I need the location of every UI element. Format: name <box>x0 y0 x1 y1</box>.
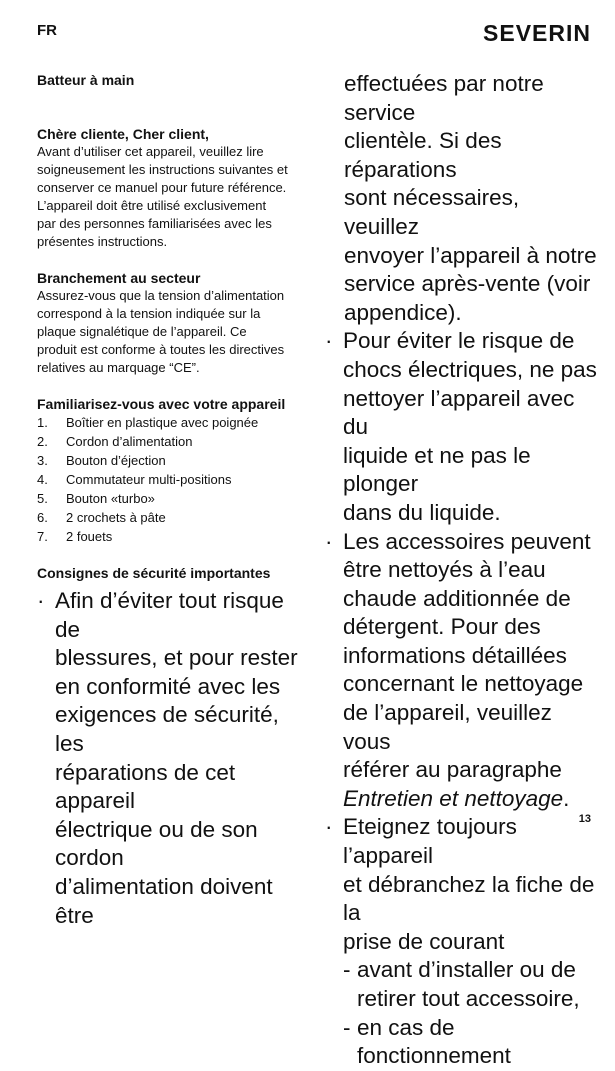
text-line: d’alimentation doivent être <box>55 873 273 928</box>
mains-line: relatives au marquage “CE”. <box>37 360 200 375</box>
text-line: être nettoyés à l’eau <box>343 557 546 583</box>
intro-line: conserver ce manuel pour future référence. <box>37 180 287 195</box>
item-number: 4. <box>37 472 48 487</box>
list-item <box>37 489 307 508</box>
text-line: en conformité avec les <box>55 673 281 699</box>
text-line: Pour éviter le risque de <box>343 328 575 354</box>
text-line: réparations de cet appareil <box>55 759 236 814</box>
safety-bullet-electric-shock <box>325 327 597 527</box>
safety-bullet-unplug <box>325 813 597 1070</box>
right-column <box>325 70 597 1071</box>
list-item <box>37 527 307 546</box>
mains-heading: Branchement au secteur <box>37 270 201 286</box>
text-line: et débranchez la fiche de la <box>343 871 595 926</box>
text-line: sont nécessaires, veuillez <box>344 185 520 239</box>
intro-line: Avant d’utiliser cet appareil, veuillez lire <box>37 144 264 159</box>
item-text: Bouton d’éjection <box>66 453 166 468</box>
text-line: blessures, et pour rester <box>55 645 298 671</box>
item-text: Bouton «turbo» <box>66 491 155 506</box>
intro-heading: Chère cliente, Cher client, <box>37 126 209 142</box>
safety-heading: Consignes de sécurité importantes <box>37 565 271 581</box>
text-line: en cas de fonctionnement <box>357 1014 511 1069</box>
intro-line: L’appareil doit être utilisé exclusivement <box>37 198 267 213</box>
sub-item-accessory <box>343 956 597 1013</box>
list-item <box>37 432 307 451</box>
mains-line: correspond à la tension indiquée sur la <box>37 306 261 321</box>
text-line: liquide et ne pas le plonger <box>343 442 531 497</box>
text-line: clientèle. Si des réparations <box>344 128 502 182</box>
text-line: dans du liquide. <box>343 499 501 525</box>
text-line: Afin d’éviter tout risque de <box>55 588 284 642</box>
item-text: Cordon d’alimentation <box>66 434 193 449</box>
text-line: électrique ou de son cordon <box>55 816 258 871</box>
safety-bullet-repairs-continued <box>325 70 597 327</box>
list-item <box>37 508 307 527</box>
text-line: détergent. Pour des <box>343 614 541 640</box>
item-number: 3. <box>37 453 48 468</box>
text-line: envoyer l’appareil à notre <box>344 242 597 268</box>
text-line: prise de courant <box>343 928 505 954</box>
intro-line: présentes instructions. <box>37 234 168 249</box>
text-line: de l’appareil, veuillez vous <box>343 700 552 754</box>
features-heading: Familiarisez-vous avec votre appareil <box>37 396 286 412</box>
list-item <box>37 470 307 489</box>
item-number: 1. <box>37 415 48 430</box>
intro-line: par des personnes familiarisées avec les <box>37 216 272 231</box>
features-list <box>37 413 307 546</box>
text-line: Eteignez toujours l’appareil <box>343 814 517 869</box>
brand-logo: SEVERIN <box>483 20 591 46</box>
bullet-dot-icon: · <box>325 814 333 840</box>
page-number: 13 <box>578 813 591 825</box>
item-number: 5. <box>37 491 48 506</box>
text-line <box>343 785 597 814</box>
item-text: Boîtier en plastique avec poignée <box>66 415 259 430</box>
list-item <box>37 413 307 432</box>
punctuation: . <box>563 785 570 811</box>
text-line: chaude additionnée de <box>343 585 571 611</box>
bullet-dot-icon: · <box>325 328 333 354</box>
text-line: exigences de sécurité, les <box>55 702 279 756</box>
item-number: 2. <box>37 434 48 449</box>
item-text: 2 fouets <box>66 529 113 544</box>
bullet-dot-icon: · <box>325 528 333 554</box>
intro-line: soigneusement les instructions suivantes et <box>37 162 288 177</box>
mains-line: produit est conforme à toutes les directives <box>37 342 285 357</box>
text-line: service après-vente (voir <box>344 271 591 297</box>
text-line: appendice). <box>344 299 462 325</box>
safety-bullet-repairs <box>37 587 307 930</box>
text-line: référer au paragraphe <box>343 757 562 783</box>
mains-paragraph <box>37 287 307 377</box>
mains-line: plaque signalétique de l’appareil. Ce <box>37 324 247 339</box>
dash-marker: - <box>343 957 351 983</box>
mains-line: Assurez-vous que la tension d’alimentation <box>37 288 285 303</box>
text-line: retirer tout accessoire, <box>357 986 580 1011</box>
section-reference: Entretien et nettoyage <box>343 785 564 811</box>
text-line: nettoyer l’appareil avec du <box>343 385 575 440</box>
text-line: chocs électriques, ne pas <box>343 356 597 382</box>
item-text: Commutateur multi-positions <box>66 472 232 487</box>
dash-marker: - <box>343 1014 351 1040</box>
text-line: concernant le nettoyage <box>343 671 584 697</box>
safety-bullet-accessories <box>325 528 597 814</box>
language-code: FR <box>37 22 57 39</box>
left-column <box>37 71 307 930</box>
item-text: 2 crochets à pâte <box>66 510 166 525</box>
text-line: effectuées par notre service <box>344 71 544 125</box>
text-line: informations détaillées <box>343 642 567 668</box>
document-title: Batteur à main <box>37 72 135 88</box>
text-line: avant d’installer ou de <box>357 957 576 983</box>
list-item <box>37 451 307 470</box>
text-line: Les accessoires peuvent <box>343 528 591 554</box>
bullet-dot-icon: · <box>37 588 45 613</box>
item-number: 6. <box>37 510 48 525</box>
item-number: 7. <box>37 529 48 544</box>
intro-paragraph <box>37 143 307 251</box>
sub-item-operation <box>343 1014 597 1071</box>
